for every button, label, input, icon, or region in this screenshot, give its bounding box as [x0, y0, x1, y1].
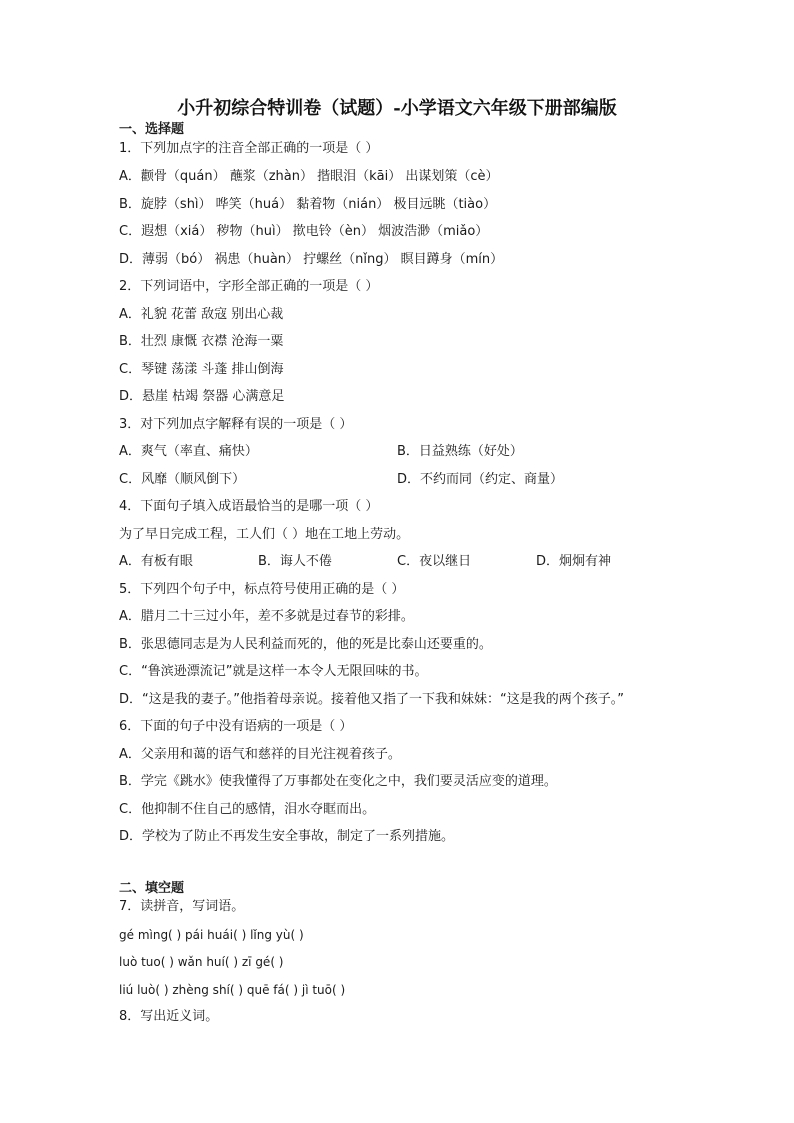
question-3-stem: 3．对下列加点字解释有误的一项是（ ）	[119, 417, 353, 432]
question-5-option-c: C．“鲁滨逊漂流记”就是这样一本令人无限回味的书。	[119, 664, 428, 679]
question-6-stem: 6．下面的句子中没有语病的一项是（ ）	[119, 719, 353, 734]
question-4-option-a: A．有板有眼	[119, 554, 193, 569]
question-4-option-d: D．炯炯有神	[536, 554, 612, 569]
question-5-option-a: A．腊月二十三过小年，差不多就是过春节的彩排。	[119, 609, 414, 624]
question-1-option-c: C．遐想（xiá） 秽物（huì） 揿电铃（èn） 烟波浩渺（miǎo）	[119, 224, 489, 239]
question-6-option-a: A．父亲用和蔼的语气和慈祥的目光注视着孩子。	[119, 747, 401, 762]
question-7-row-1: gé mìng( ) pái huái( ) lǐng yù( )	[119, 928, 304, 942]
question-3-option-d: D．不约而同（约定、商量）	[397, 472, 564, 487]
question-4-option-b: B．诲人不倦	[258, 554, 332, 569]
question-4-sentence: 为了早日完成工程，工人们（ ）地在工地上劳动。	[119, 527, 410, 542]
question-3-option-a: A．爽气（率直、痛快）	[119, 444, 258, 459]
question-3-option-b: B．日益熟练（好处）	[397, 444, 523, 459]
question-4-option-c: C．夜以继日	[397, 554, 472, 569]
question-6-option-d: D．学校为了防止不再发生安全事故，制定了一系列措施。	[119, 829, 455, 844]
question-5-option-d: D．“这是我的妻子。”他指着母亲说。接着他又指了一下我和妹妹：“这是我的两个孩子。”	[119, 692, 624, 707]
question-6-option-b: B．学完《跳水》使我懂得了万事都处在变化之中，我们要灵活应变的道理。	[119, 774, 557, 789]
question-5-option-b: B．张思德同志是为人民利益而死的，他的死是比泰山还要重的。	[119, 637, 492, 652]
question-1-stem: 1．下列加点字的注音全部正确的一项是（ ）	[119, 141, 379, 156]
question-8-stem: 8．写出近义词。	[119, 1009, 219, 1024]
question-7-row-2: luò tuo( ) wǎn huí( ) zī gé( )	[119, 955, 284, 969]
question-2-option-b: B．壮烈 康慨 衣襟 沧海一粟	[119, 334, 284, 349]
question-1-option-d: D．薄弱（bó） 祸患（huàn） 拧螺丝（nǐng） 瞑目蹲身（mín）	[119, 252, 504, 267]
question-4-stem: 4．下面句子填入成语最恰当的是哪一项（ ）	[119, 499, 379, 514]
question-2-option-a: A．礼貌 花蕾 敌寇 别出心裁	[119, 307, 284, 322]
question-3-option-c: C．风靡（顺风倒下）	[119, 472, 246, 487]
question-5-stem: 5．下列四个句子中，标点符号使用正确的是（ ）	[119, 582, 405, 597]
section-heading-fill: 二、填空题	[119, 881, 185, 896]
question-6-option-c: C．他抑制不住自己的感情，泪水夺眶而出。	[119, 802, 376, 817]
section-heading-choice: 一、选择题	[119, 122, 185, 137]
question-7-stem: 7．读拼音，写词语。	[119, 899, 245, 914]
question-2-stem: 2．下列词语中，字形全部正确的一项是（ ）	[119, 279, 379, 294]
question-1-option-a: A．颧骨（quán） 蘸浆（zhàn） 揩眼泪（kāi） 出谋划策（cè）	[119, 169, 499, 184]
question-1-option-b: B．旋脖（shì） 哗笑（huá） 黏着物（nián） 极目远眺（tiào）	[119, 197, 497, 212]
page-title: 小升初综合特训卷（试题）-小学语文六年级下册部编版	[177, 98, 617, 119]
question-7-row-3: liú luò( ) zhèng shí( ) quē fá( ) jì tuō( )	[119, 983, 346, 997]
question-2-option-d: D．悬崖 枯竭 祭器 心满意足	[119, 389, 285, 404]
question-2-option-c: C．琴键 荡漾 斗蓬 排山倒海	[119, 362, 284, 377]
